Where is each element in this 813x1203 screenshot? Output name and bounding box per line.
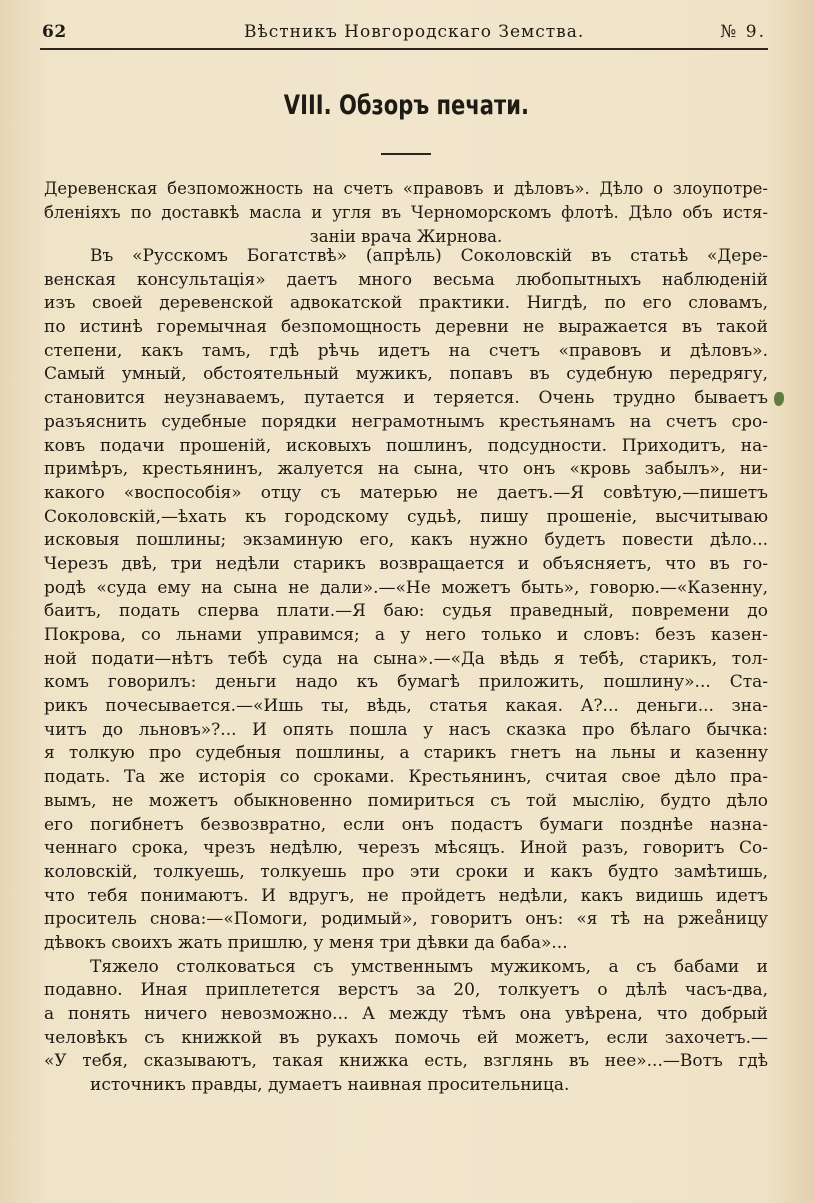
body-line: Тяжело столковаться съ умственнымъ мужикомъ, а съ бабами и	[90, 956, 768, 977]
summary-line: заніи врача Жирнова.	[309, 227, 503, 246]
body-line: венская консультація» даетъ много весьма любопытныхъ наблюденій	[44, 269, 768, 290]
body-line: источникъ правды, думаетъ наивная просительница.	[90, 1075, 570, 1096]
body-line: проситель снова:—«Помоги, родимый», говоритъ онъ: «я тѣ на ржеåницу	[44, 909, 768, 930]
body-line: Въ «Русскомъ Богатствѣ» (апрѣль) Соколовскій въ статьѣ «Дере-	[90, 246, 768, 266]
body-line: вымъ, не можетъ обыкновенно помириться съ той мыслію, будто дѣло	[44, 790, 768, 811]
body-line: подавно. Иная приплетется верстъ за 20, толкуетъ о дѣлѣ часъ-два,	[44, 980, 768, 1001]
page-number: 62	[42, 22, 67, 42]
body-line: коловскій, толкуешь, толкуешь про эти сроки и какъ будто замѣтишь,	[44, 861, 768, 882]
body-line: разъяснить судебные порядки неграмотнымъ крестьянамъ на счетъ сро-	[44, 411, 768, 432]
body-line: ной подати—нѣтъ тебѣ суда на сына».—«Да вѣдь я тебѣ, старикъ, тол-	[44, 648, 768, 669]
section-summary	[44, 177, 768, 249]
body-line: по истинѣ горемычная безпомощность деревни не выражается въ такой	[44, 317, 768, 338]
body-line: что тебя понимаютъ. И вдругъ, не пройдетъ недѣли, какъ видишь идетъ	[44, 885, 768, 906]
body-line: человѣкъ съ книжкой въ рукахъ помочь ей можетъ, если захочетъ.—	[44, 1027, 768, 1048]
body-line: рикъ почесывается.—«Ишь ты, вѣдь, статья какая. А?... деньги... зна-	[44, 696, 768, 717]
journal-title: Вѣстникъ Новгородскаго Земства.	[244, 22, 585, 42]
article-body	[44, 245, 768, 1098]
body-line: я толкую про судебныя пошлины, а старикъ гнетъ на льны и казенну	[44, 743, 768, 764]
body-line: степени, какъ тамъ, гдѣ рѣчь идетъ на счетъ «правовъ и дѣловъ».	[44, 340, 768, 361]
body-line: читъ до льновъ»?... И опять пошла у насъ сказка про бѣлаго бычка:	[44, 719, 768, 740]
running-header	[42, 22, 766, 48]
summary-line: Деревенская безпоможность на счетъ «правовъ и дѣловъ». Дѣло о злоупотре-	[44, 179, 768, 198]
body-line: дѣвокъ своихъ жать пришлю, у меня три дѣвки да баба»...	[44, 932, 568, 953]
body-line: ченнаго срока, чрезъ недѣлю, черезъ мѣсяцъ. Иной разъ, говоритъ Со-	[44, 838, 768, 859]
body-line: баитъ, подать сперва плати.—Я баю: судья праведный, повремени до	[44, 601, 768, 622]
summary-line: бленіяхъ по доставкѣ масла и угля въ Черноморскомъ флотѣ. Дѣло объ истя-	[44, 203, 768, 222]
body-line: его погибнетъ безвозвратно, если онъ подастъ бумаги позднѣе назна-	[44, 814, 768, 835]
body-line: «У тебя, сказываютъ, такая книжка есть, взглянь въ нее»...—Вотъ гдѣ	[44, 1051, 768, 1072]
body-line: ковъ подачи прошеній, исковыхъ пошлинъ, подсудности. Приходитъ, на-	[44, 435, 768, 456]
body-line: Соколовскій,—ѣхать къ городскому судьѣ, пишу прошеніе, высчитываю	[44, 506, 768, 527]
issue-number: № 9.	[720, 22, 766, 42]
body-line: изъ своей деревенской адвокатской практики. Нигдѣ, по его словамъ,	[44, 293, 768, 314]
title-divider	[381, 153, 431, 155]
section-title: VIII. Обзоръ печати.	[283, 90, 529, 121]
body-line: становится неузнаваемъ, путается и теряется. Очень трудно бываетъ	[44, 388, 768, 409]
body-line: комъ говорилъ: деньги надо къ бумагѣ приложить, пошлину»... Ста-	[44, 672, 768, 693]
body-line: примѣръ, крестьянинъ, жалуется на сына, что онъ «кровь забылъ», ни-	[44, 459, 768, 480]
body-line: подать. Та же исторія со сроками. Крестьянинъ, считая свое дѣло пра-	[44, 767, 768, 788]
body-line: какого «воспособія» отцу съ матерью не даетъ.—Я совѣтую,—пишетъ	[44, 482, 768, 503]
header-rule	[40, 48, 768, 50]
body-line: Черезъ двѣ, три недѣли старикъ возвращается и объясняетъ, что въ го-	[44, 553, 768, 574]
body-line: а понять ничего невозможно... А между тѣмъ она увѣрена, что добрый	[44, 1004, 768, 1024]
ink-stain	[774, 392, 784, 406]
body-line: Покрова, со льнами управимся; а у него только и словъ: безъ казен-	[44, 625, 768, 645]
body-line: исковыя пошлины; экзаминую его, какъ нужно будетъ повести дѣло...	[44, 530, 768, 551]
body-line: Самый умный, обстоятельный мужикъ, попавъ въ судебную передрягу,	[44, 364, 768, 385]
body-line: родѣ «суда ему на сына не дали».—«Не можетъ быть», говорю.—«Казенну,	[44, 577, 768, 598]
